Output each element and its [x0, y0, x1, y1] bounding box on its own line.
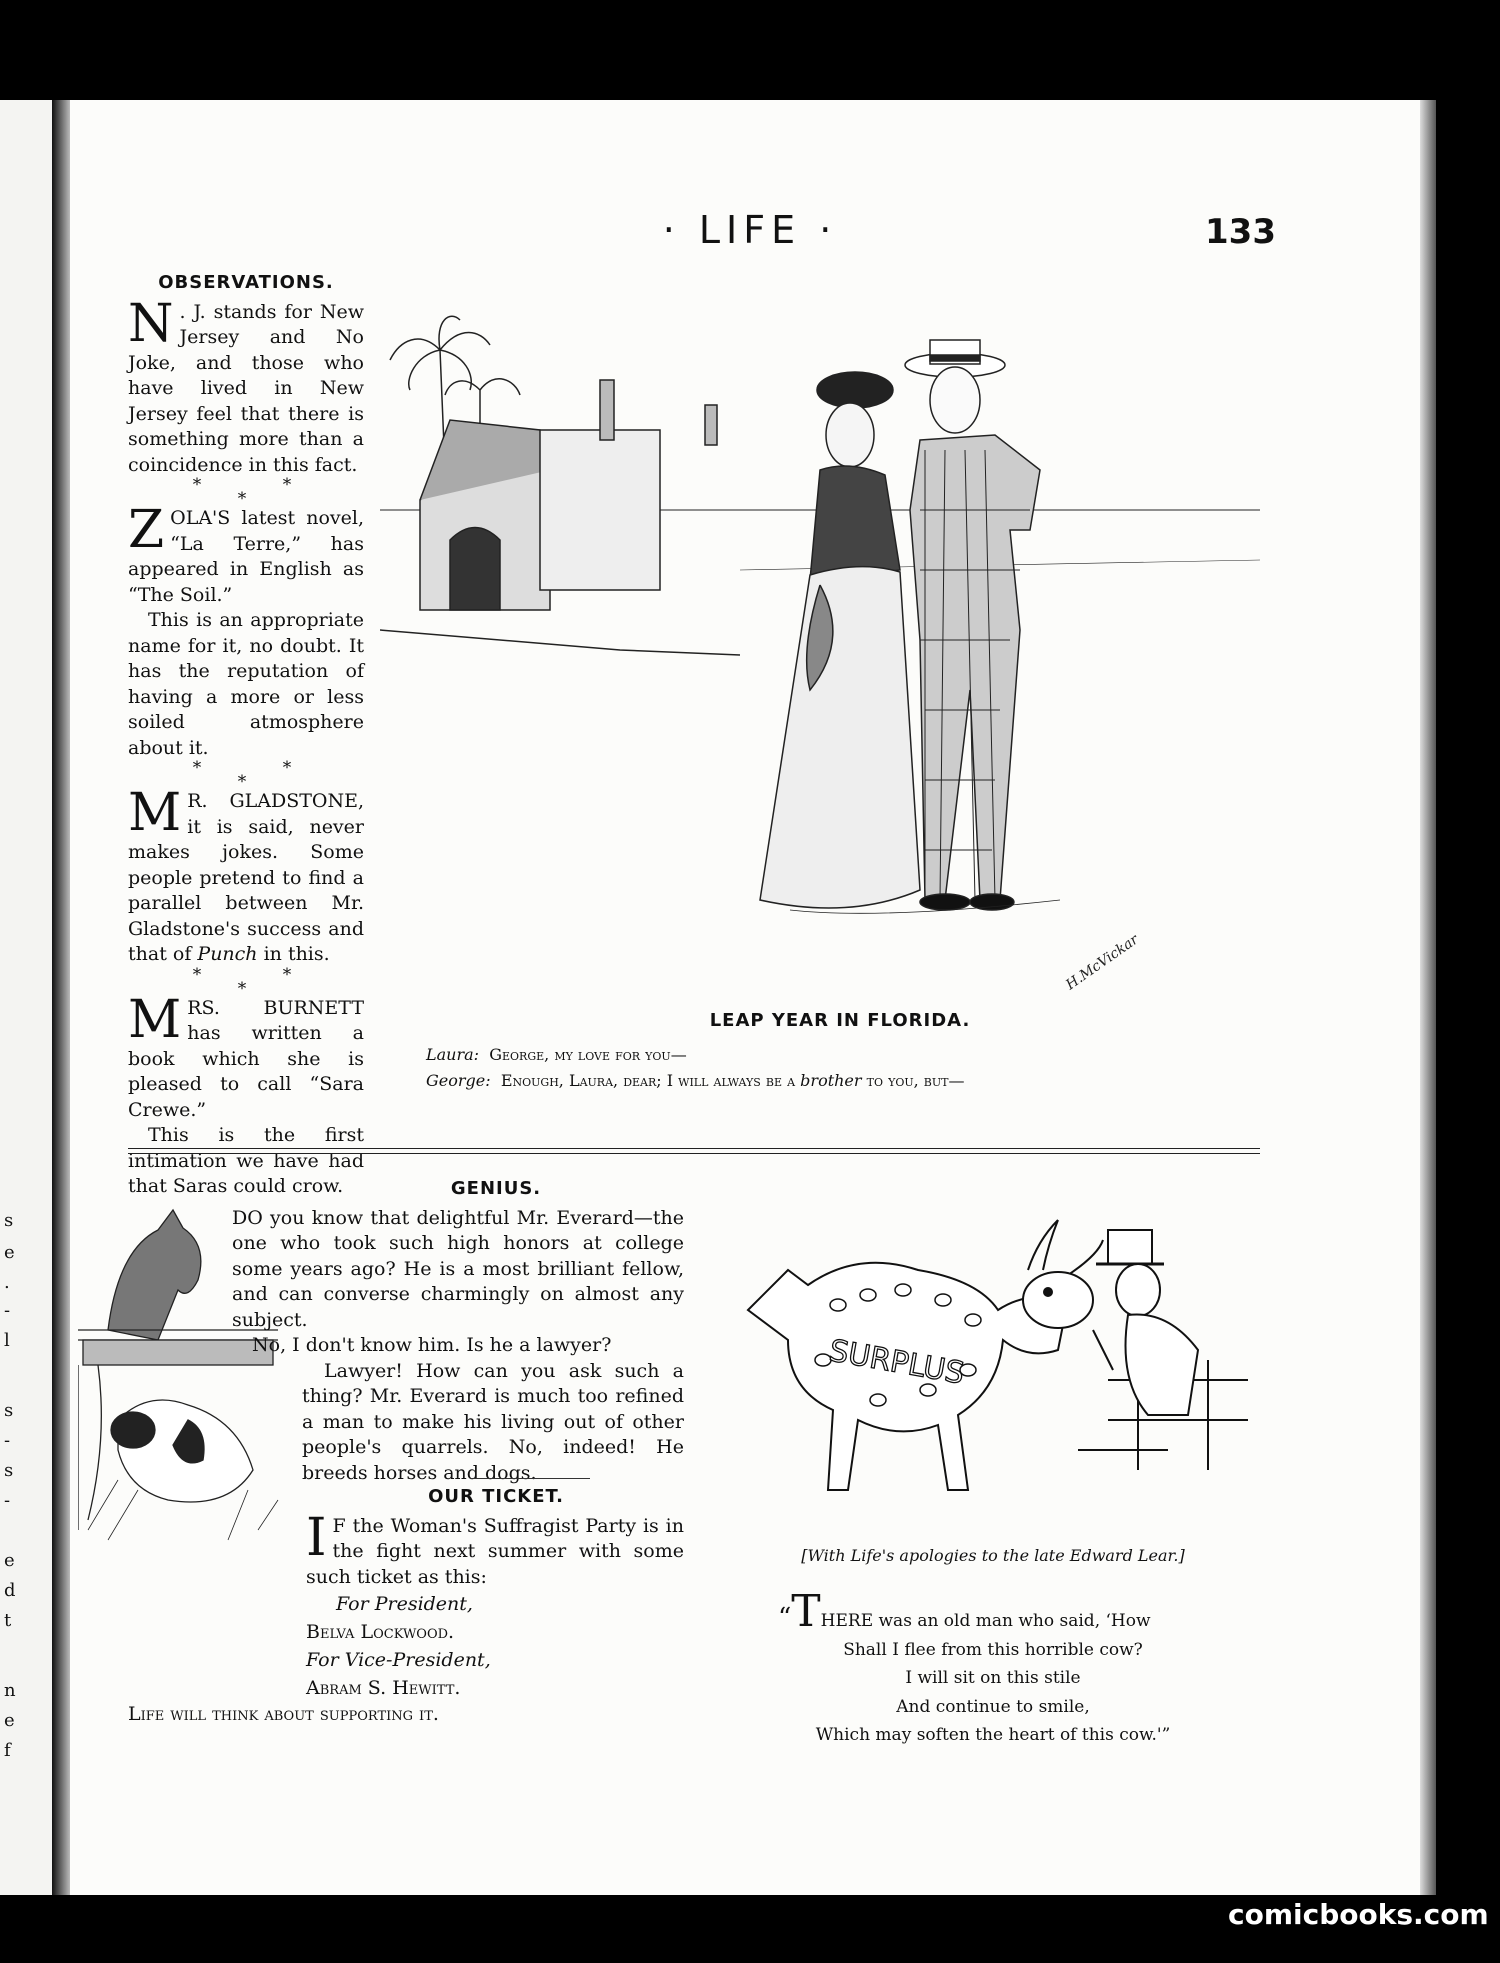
observation-paragraph: This is the first intimation we have had that Saras could crow.	[128, 1124, 364, 1197]
emphasis-punch: Punch	[197, 943, 258, 965]
section-divider	[128, 1148, 1260, 1149]
section-stars: * * *	[192, 475, 330, 509]
leap-year-caption-title: LEAP YEAR IN FLORIDA.	[709, 1010, 971, 1031]
speaker-laura: Laura:	[426, 1045, 480, 1064]
emphasis-brother: brother	[800, 1071, 862, 1090]
verse-line: HERE was an old man who said, ‘How	[820, 1611, 1151, 1631]
leap-year-illustration	[380, 310, 1260, 1010]
surplus-cow-cartoon	[728, 1200, 1258, 1500]
vice-president-name: Abram S. Hewitt.	[306, 1677, 461, 1699]
adjacent-page-strip: s e . - l s - s - e d t n e f	[0, 100, 58, 1895]
ticket-heading: OUR TICKET.	[428, 1486, 564, 1507]
verse-line: I will sit on this stile	[905, 1668, 1081, 1688]
drop-cap: M	[128, 783, 182, 843]
observation-paragraph: R. GLADSTONE, it is said, never makes jokes. Some people pretend to find a parallel between Mr. Gladstone's success and that of	[128, 790, 364, 965]
genius-heading: GENIUS.	[450, 1178, 542, 1199]
verse-line: And continue to smile,	[896, 1696, 1090, 1717]
dialogue-line: Enough, Laura, dear; I will always be a	[500, 1071, 796, 1090]
dialogue-line-end: to you, but—	[866, 1071, 965, 1090]
drop-cap: M	[128, 989, 182, 1050]
drop-cap: I	[306, 1507, 327, 1568]
section-divider	[128, 1153, 1260, 1154]
vice-president-label: For Vice-President,	[306, 1649, 491, 1671]
page-gutter	[52, 100, 70, 1895]
drop-cap: Z	[128, 500, 165, 560]
artist-signature: H.McVickar	[1063, 931, 1142, 994]
observation-paragraph-end: in this.	[257, 943, 330, 965]
ticket-closing: Life will think about supporting it.	[128, 1703, 439, 1725]
section-stars: * * *	[192, 758, 330, 792]
verse-line: Shall I flee from this horrible cow?	[843, 1639, 1143, 1660]
drop-cap: T	[791, 1586, 821, 1637]
page-number: 133	[1205, 212, 1276, 252]
ticket-column	[128, 1484, 684, 1728]
genius-paragraph: No, I don't know him. Is he a lawyer?	[252, 1334, 612, 1356]
president-label: For President,	[336, 1593, 473, 1615]
genius-paragraph: Lawyer! How can you ask such a thing? Mr. Everard is much too refined a man to make his living out of other people's quarrels. No, indeed! He breeds horses and dogs.	[302, 1359, 684, 1484]
observations-column	[128, 270, 364, 1200]
dialogue-line: George, my love for you—	[489, 1045, 687, 1064]
president-name: Belva Lockwood.	[306, 1621, 455, 1643]
verse-line: Which may soften the heart of this cow.'”	[815, 1725, 1171, 1745]
observation-paragraph: RS. BURNETT has written a book which she is pleased to call “Sara Crewe.”	[128, 996, 364, 1121]
masthead: · LIFE ·	[662, 208, 838, 252]
observation-paragraph: This is an appropriate name for it, no doubt. It has the reputation of having a more or less soiled atmosphere about it.	[128, 609, 364, 759]
ticket-paragraph: F the Woman's Suffragist Party is in the fight next summer with some such ticket as this:	[306, 1514, 684, 1588]
leap-year-dialogue	[426, 1042, 1246, 1094]
page-edge-shadow	[1420, 100, 1436, 1895]
watermark: comicbooks.com	[1228, 1898, 1489, 1931]
speaker-george: George:	[426, 1071, 491, 1090]
observation-paragraph: OLA'S latest novel, “La Terre,” has appeared in English as “The Soil.”	[128, 507, 364, 606]
drop-cap: N	[128, 293, 174, 354]
observation-paragraph: . J. stands for New Jersey and No Joke, and those who have lived in New Jersey feel that there is something more than a coincidence in this fact.	[128, 300, 364, 476]
short-rule	[470, 1478, 590, 1479]
surplus-label: SURPLUS	[826, 1333, 967, 1392]
section-stars: * * *	[192, 964, 330, 999]
observations-heading: OBSERVATIONS.	[158, 272, 334, 293]
cow-caption: [With Life's apologies to the late Edward Lear.]	[801, 1546, 1185, 1565]
genius-paragraph: DO you know that delightful Mr. Everard—the one who took such high honors at college some years ago? He is a most brilliant fellow, and can converse charmingly on almost any subject.	[232, 1206, 684, 1331]
genius-column	[128, 1176, 684, 1486]
cow-verse: “THERE was an old man who said, ‘How Shall I flee from this horrible cow? I will sit on this stile And continue to smile, Which may soften the heart of this cow.'”	[768, 1590, 1218, 1750]
